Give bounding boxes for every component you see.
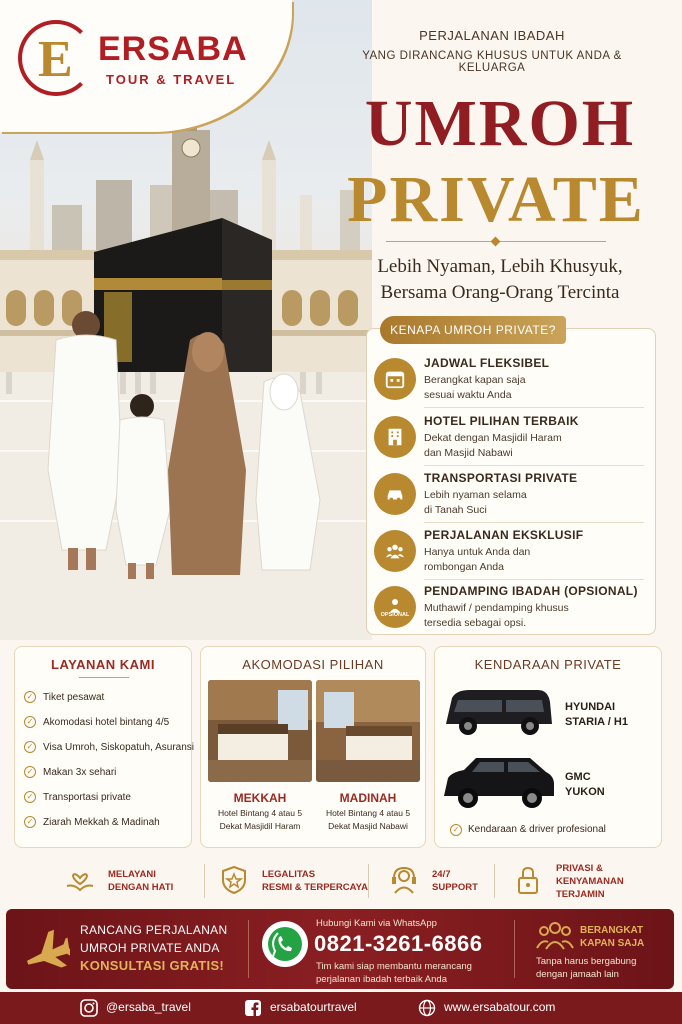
ersaba-logo-icon — [18, 20, 94, 96]
why-item-desc: Muthawif / pendamping khusus tersedia sebagai opsi. — [424, 602, 569, 629]
hotel-icon — [374, 416, 416, 458]
check-icon: ✓ — [24, 766, 36, 778]
website-link[interactable]: www.ersabatour.com — [418, 999, 555, 1017]
feature-text: LEGALITAS RESMI & TERPERCAYA — [262, 869, 368, 893]
feature-support — [388, 862, 488, 900]
why-item-transport — [374, 469, 650, 523]
why-separator — [424, 465, 644, 466]
why-item-desc: Hanya untuk Anda dan rombongan Anda — [424, 546, 531, 573]
contact-label: Hubungi Kami via WhatsApp — [316, 918, 437, 929]
calendar-icon — [374, 358, 416, 400]
why-item-pendamping — [374, 582, 650, 636]
brand-name: ERSABA — [98, 30, 248, 68]
feature-melayani — [64, 862, 204, 900]
vehicle-gmc-name: GMC YUKON — [565, 771, 605, 798]
facebook-icon — [244, 999, 262, 1017]
feature-text: 24/7 SUPPORT — [432, 869, 478, 893]
madinah-hotel-photo — [316, 680, 420, 782]
feature-separator — [494, 864, 495, 898]
logo-mark-letter: E — [38, 31, 73, 88]
shield-star-icon — [218, 864, 250, 896]
subtitle-line-2: Bersama Orang-Orang Tercinta — [380, 282, 620, 303]
feature-separator — [204, 864, 205, 898]
service-item: ✓ Transportasi private — [28, 792, 131, 803]
vehicle-hyundai-name: HYUNDAI STARIA / H1 — [565, 701, 628, 728]
check-icon: ✓ — [24, 816, 36, 828]
cta-separator — [248, 920, 249, 978]
feature-privasi — [512, 862, 662, 900]
subtitle-line-1: Lebih Nyaman, Lebih Khusyuk, — [377, 256, 623, 277]
why-item-desc: Lebih nyaman selama di Tanah Suci — [424, 489, 527, 516]
instagram-icon — [80, 999, 98, 1017]
gmc-suv-image — [442, 754, 556, 814]
vehicles-title: KENDARAAN PRIVATE — [474, 657, 622, 672]
vehicles-card — [434, 646, 662, 848]
services-divider — [79, 677, 129, 678]
why-item-title: TRANSPORTASI PRIVATE — [424, 471, 578, 485]
cta-right-desc: Tanpa harus bergabung dengan jamaah lain — [536, 956, 637, 980]
title-private: PRIVATE — [347, 163, 645, 236]
service-item: ✓ Ziarah Mekkah & Madinah — [28, 817, 160, 828]
title-umroh: UMROH — [364, 87, 636, 160]
globe-icon — [418, 999, 436, 1017]
why-item-title: PERJALANAN EKSKLUSIF — [424, 528, 584, 542]
cta-separator — [514, 920, 515, 978]
why-item-desc: Berangkat kapan saja sesuai waktu Anda — [424, 374, 526, 401]
headset-icon — [388, 864, 420, 896]
guide-icon-label: OPSIONAL — [380, 612, 410, 618]
service-item: ✓ Akomodasi hotel bintang 4/5 — [28, 717, 169, 728]
facebook-link[interactable]: ersabatourtravel — [244, 999, 357, 1017]
why-item-hotel — [374, 412, 650, 466]
heart-hands-icon — [64, 864, 96, 896]
contact-desc: Tim kami siap membantu merancang perjalanan ibadah terbaik Anda — [316, 961, 472, 985]
group-icon — [374, 530, 416, 572]
brand-subtitle: TOUR & TRAVEL — [106, 72, 237, 87]
why-item-title: HOTEL PILIHAN TERBAIK — [424, 414, 579, 428]
guide-icon — [374, 586, 416, 628]
feature-text: PRIVASI & KENYAMANAN TERJAMIN — [556, 863, 624, 900]
divider-diamond-icon — [491, 237, 501, 247]
check-icon: ✓ — [24, 741, 36, 753]
why-separator — [424, 579, 644, 580]
why-separator — [424, 407, 644, 408]
hyundai-van-image — [442, 684, 554, 740]
feature-legalitas — [218, 862, 368, 900]
why-separator — [424, 522, 644, 523]
tagline-2: YANG DIRANCANG KHUSUS UNTUK ANDA & KELUARGA — [362, 50, 622, 74]
vehicles-footer: ✓ Kendaraan & driver profesional — [450, 824, 606, 836]
madinah-label: MADINAH — [339, 791, 397, 805]
why-badge: KENAPA UMROH PRIVATE? — [380, 316, 566, 344]
accommodation-title: AKOMODASI PILIHAN — [242, 657, 384, 672]
mekkah-label: MEKKAH — [233, 791, 287, 805]
instagram-link[interactable]: @ersaba_travel — [80, 999, 191, 1017]
check-icon: ✓ — [24, 791, 36, 803]
whatsapp-phone-number[interactable]: 0821-3261-6866 — [314, 931, 483, 956]
why-item-title: PENDAMPING IBADAH (OPSIONAL) — [424, 584, 638, 598]
service-item: ✓ Visa Umroh, Siskopatuh, Asuransi — [28, 742, 194, 753]
cta-consult-text: RANCANG PERJALANAN UMROH PRIVATE ANDA KONSULTASI GRATIS! — [80, 923, 228, 973]
why-item-jadwal — [374, 354, 650, 408]
cta-right-title: BERANGKAT KAPAN SAJA — [580, 925, 645, 949]
why-item-eksklusif — [374, 526, 650, 580]
mekkah-hotel-photo — [208, 680, 312, 782]
tagline-1: PERJALANAN IBADAH — [419, 28, 565, 43]
service-item: ✓ Tiket pesawat — [28, 692, 104, 703]
check-icon: ✓ — [24, 691, 36, 703]
group-people-icon — [536, 920, 574, 950]
lock-icon — [512, 864, 544, 896]
check-icon: ✓ — [450, 824, 462, 836]
service-item: ✓ Makan 3x sehari — [28, 767, 116, 778]
feature-text: MELAYANI DENGAN HATI — [108, 869, 174, 893]
why-item-desc: Dekat dengan Masjidil Haram dan Masjid Nabawi — [424, 432, 562, 459]
whatsapp-icon[interactable] — [262, 921, 308, 967]
mekkah-desc: Hotel Bintang 4 atau 5 Dekat Masjidil Haram — [217, 808, 303, 831]
services-title: LAYANAN KAMI — [51, 657, 155, 672]
why-item-title: JADWAL FLEKSIBEL — [424, 356, 550, 370]
check-icon: ✓ — [24, 716, 36, 728]
feature-separator — [368, 864, 369, 898]
madinah-desc: Hotel Bintang 4 atau 5 Dekat Masjid Nabawi — [325, 808, 411, 831]
car-icon — [374, 473, 416, 515]
airplane-icon — [20, 926, 70, 972]
